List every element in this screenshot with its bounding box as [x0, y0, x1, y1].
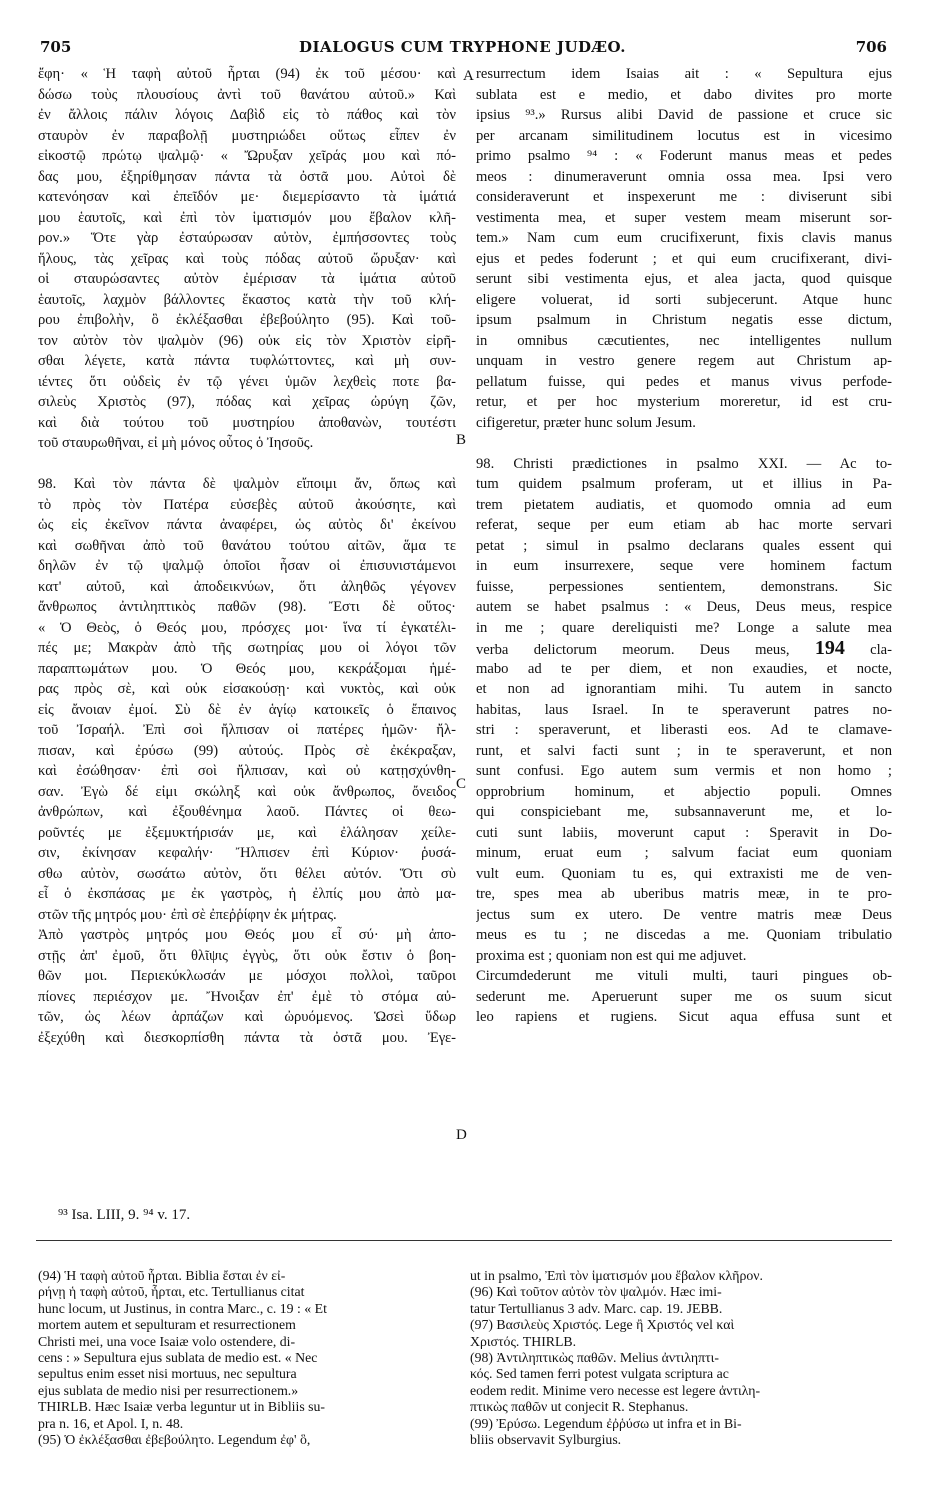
greek-text-line: δώσω τοὺς πλουσίους ἀντὶ τοῦ θανάτου αὐτοῦ.» Καὶ — [38, 86, 456, 103]
latin-text-line: leo rapiens et rugiens. Sicut aqua effusa sunt et — [476, 1009, 892, 1025]
greek-text-line: εἰς ἄνοιαν ἐμοί. Σὺ δὲ ἐν ἁγίῳ κατοικεῖς ὁ ἔπαινος — [38, 701, 456, 718]
latin-text-line: eligere voluerat, id sorti subjecerunt. Atque hunc — [476, 291, 892, 308]
latin-text-line: mabo ad te per diem, et non exaudies, et nocte, — [476, 660, 892, 677]
latin-text-line: cuti sunt labiis, moverunt caput : Speravit in Do- — [476, 824, 892, 841]
latin-column — [476, 64, 892, 1028]
greek-text-line: ἑαυτοῖς, λαχμὸν βάλλοντες ἕκαστος κατὰ τὴν τοῦ κλή- — [38, 291, 456, 308]
page-number-right: 706 — [855, 38, 887, 56]
latin-text-line: trem pietatem audiatis, et quomodo omnia ad eum — [476, 496, 892, 513]
latin-text-line: tre, spes mea ab uberibus matris meæ, in te pro- — [476, 886, 892, 902]
greek-text-line: δας μου, ἐξηρίθμησαν πάντα τὰ ὀστᾶ μου. Αὐτοὶ δὲ — [38, 168, 456, 185]
scripture-references: ⁹³ Isa. LIII, 9. ⁹⁴ v. 17. — [58, 1207, 191, 1223]
latin-text-line: tum quidem psalmum proferam, ut et illius in Pa- — [476, 476, 892, 492]
greek-text-line: ἔφη· « Ἡ ταφὴ αὐτοῦ ἦρται (94) ἐκ τοῦ μέσου· καὶ — [38, 66, 456, 82]
latin-text-line: fuisse, perpessiones sentientem, demonstrans. Sic — [476, 578, 892, 595]
latin-text-line: 98. Christi prædictiones in psalmo XXI. — Ac to- — [476, 455, 892, 472]
section-marker-a: A — [463, 68, 474, 84]
latin-text-line: opprobrium hominum, et abjectio populi. Omnes — [476, 783, 892, 800]
latin-text-line: runt, et salvi facti sunt ; in te speraverunt, et non — [476, 742, 892, 759]
latin-text-line: ipsius ⁹³.» Rursus alibi David de passione et cruce sic — [476, 107, 892, 123]
greek-text-line: τοῦ Ἰσραήλ. Ἐπὶ σοὶ ἤλπισαν οἱ πατέρες ἡμῶν· ἤλ- — [38, 722, 456, 738]
footnote-line: ut in psalmo, Ἐπὶ τὸν ἱματισμόν μου ἔβαλον κλῆρον. — [470, 1268, 763, 1283]
greek-text-line: ροῦντές με ἐξεμυκτήρισάν με, καὶ ἐλάλησαν χείλε- — [38, 824, 456, 841]
page-number-left: 705 — [40, 38, 72, 56]
footnote-line: eodem redit. Minime vero necesse est legere ἀντιλη- — [470, 1382, 761, 1398]
latin-text-line: pellatum fuisse, qui pedes et manus vivus perfode- — [476, 373, 892, 390]
section-marker-b: B — [456, 432, 467, 448]
greek-text-line: τοῦ σταυρωθῆναι, εἰ μὴ μόνος οὗτος ὁ Ἰησοῦς. — [38, 435, 314, 451]
greek-text-line: τὸ πρὸς τὸν Πατέρα εὐσεβὲς αὐτοῦ ἀκούσητε, καὶ — [38, 496, 456, 513]
footnote-line: (96) Καὶ τοῦτον αὐτὸν τὸν ψαλμόν. Hæc imi- — [470, 1284, 722, 1300]
footnote-line: Christi mei, una voce Isaiæ volo ostendere, di- — [38, 1333, 296, 1349]
latin-text-line: minum, eruat eum ; salvum faciat eum quoniam — [476, 845, 892, 861]
greek-text-line: σαν. Ἐγὼ δέ εἰμι σκώληξ καὶ οὐκ ἄνθρωπος, ὄνειδος — [38, 783, 456, 800]
footnotes-right — [470, 1268, 890, 1448]
footnote-line: THIRLB. Hæc Isaiæ verba leguntur ut in Bibliis su- — [38, 1399, 326, 1415]
greek-text-line: στῇς ἀπ' ἐμοῦ, ὅτι θλῖψις ἐγγὺς, ὅτι οὐκ ἔστιν ὁ βοη- — [38, 947, 456, 964]
latin-text-line: cifigeretur, præter hunc solum Jesum. — [476, 414, 696, 431]
latin-text-line: ejus et pedes foderunt ; et qui eum crucifixerant, divi- — [476, 250, 892, 267]
greek-text-line: Ἀπὸ γαστρὸς μητρός μου Θεός μου εἶ σύ· μὴ ἀπο- — [38, 927, 456, 943]
footnote-line: ejus sublata de medio nisi per resurrectionem.» — [38, 1382, 299, 1398]
greek-text-line: ἥλους, τὰς χεῖρας καὶ τοὺς πόδας αὐτοῦ ὤρυξαν· καὶ — [38, 250, 456, 267]
greek-text-line: ὡς εἰς ἐκεῖνον πάντα ἀναφέρει, ὡς αὐτὸς δι' ἐκείνου — [38, 517, 456, 533]
greek-text-line: πίονες περιέσχον με. Ἤνοιξαν ἐπ' ἐμὲ τὸ στόμα αὐ- — [38, 988, 456, 1005]
greek-text-line: παραπτωμάτων μου. Ὁ Θεός μου, κεκράξομαι ἡμέ- — [38, 660, 456, 677]
latin-text-line: resurrectum idem Isaias ait : « Sepultura ejus — [476, 66, 892, 82]
greek-text-line: « Ὁ Θεὸς, ὁ Θεός μου, πρόσχες μοι· ἵνα τί ἐγκατέλι- — [38, 619, 456, 636]
greek-column — [38, 64, 456, 1048]
greek-text-line: εἰκοστῷ πρώτῳ ψαλμῷ· « Ὤρυξαν χεῖράς μου καὶ πό- — [38, 148, 456, 164]
section-marker-c: C — [456, 776, 467, 792]
footnote-divider — [36, 1240, 892, 1241]
footnote-line: mortem autem et sepulturam et resurrectionem — [38, 1317, 296, 1333]
greek-text-line: πισαν, καὶ ἐρύσω (99) αὐτούς. Πρὸς σὲ ἐκέκραξαν, — [38, 742, 456, 759]
greek-text-line: ἀνθρώπων, καὶ ἐξουθένημα λαοῦ. Πάντες οἱ θεω- — [38, 804, 456, 820]
latin-text-line: referat, seque per eum etiam ab hac morte servari — [476, 517, 892, 533]
latin-text-line: autem se habet psalmus : « Deus, Deus meus, respice — [476, 599, 892, 615]
latin-text-line: stri : speraverunt, et liberasti eos. Ad te clamave- — [476, 722, 892, 738]
latin-text-line: Circumdederunt me vituli multi, tauri pingues ob- — [476, 968, 892, 984]
latin-text-line: per arcanam similitudinem locutus est in vicesimo — [476, 127, 892, 144]
footnote-line: tatur Tertullianus 3 adv. Marc. cap. 19. JEBB. — [470, 1300, 723, 1316]
latin-text-line: serunt sibi vestimenta ejus, et alea jacta, quod quisque — [476, 271, 892, 287]
latin-text-line: primo psalmo ⁹⁴ : « Foderunt manus meas et pedes — [476, 148, 892, 164]
latin-text-line: sublata est e medio, et dabo divites pro morte — [476, 86, 892, 103]
greek-text-line: σιν, ἐκίνησαν κεφαλήν· Ἤλπισεν ἐπὶ Κύριον· ῥυσά- — [38, 845, 456, 861]
running-title: DIALOGUS CUM TRYPHONE JUDÆO. — [299, 38, 626, 56]
latin-text-line: in omnibus cæcutientes, nec intelligentes nullum — [476, 332, 892, 349]
latin-text-line: retur, et per hoc mysterium moreretur, id est cru- — [476, 394, 892, 410]
footnote-line: Χριστός. THIRLB. — [470, 1333, 577, 1349]
latin-text-line: proxima est ; quoniam non est qui me adjuvet. — [476, 947, 747, 964]
greek-text-line: καὶ ἐσώθησαν· ἐπὶ σοὶ ἤλπισαν, καὶ οὐ κατῃσχύνθη- — [38, 763, 456, 779]
greek-text-line: πές με; Μακρὰν ἀπὸ τῆς σωτηρίας μου οἱ λόγοι τῶν — [38, 640, 456, 656]
latin-text-line: ipsum psalmum in Christum negatis esse dictum, — [476, 312, 892, 328]
greek-text-line: σιλεὺς Χριστὸς (97), πόδας καὶ χεῖρας ὠρύγη ζῶν, — [38, 394, 456, 410]
greek-text-line: δηλῶν ἐν τῷ ψαλμῷ ὁποῖοι ἦσαν οἱ ἐπισυνιστάμενοι — [38, 558, 456, 574]
section-marker-d: D — [456, 1127, 467, 1143]
latin-text-line: unquam in vestro genere regem aut Christum ap- — [476, 353, 892, 369]
greek-text-line: σθω αὐτὸν, σωσάτω αὐτὸν, ὅτι θέλει αὐτόν. Ὅτι σὺ — [38, 865, 456, 882]
greek-text-line: 98. Καὶ τὸν πάντα δὲ ψαλμὸν εἴποιμι ἄν, ὅπως καὶ — [38, 476, 456, 492]
latin-text-line: habitas, laus Israel. In te speraverunt patres no- — [476, 701, 892, 718]
greek-text-line: ρον.» Ὅτε γὰρ ἐσταύρωσαν αὐτὸν, ἐμπήσσοντες τοὺς — [38, 230, 456, 246]
column-number: 194 — [814, 638, 845, 659]
greek-text-line — [38, 454, 456, 475]
latin-text-line: petat ; simul in psalmo declarans quales essent qui — [476, 537, 892, 554]
latin-text-line: sunt confusi. Ego autem sum vermis et non homo ; — [476, 763, 892, 779]
greek-text-line: ἐν ἄλλοις πάλιν λόγοις Δαβὶδ εἰς τὸ πάθος καὶ τὸν — [38, 107, 456, 123]
greek-text-line: τον αὐτὸν τὸν ψαλμὸν (96) οὐκ εἰς τὸν Χριστὸν εἰρῆ- — [38, 332, 456, 349]
greek-text-line: οἱ σταυρώσαντες αὐτὸν ἐμέρισαν τὰ ἱμάτια αὐτοῦ — [38, 271, 456, 287]
latin-text-line: vult eum. Quoniam tu es, qui extraxisti me de ven- — [476, 865, 892, 882]
latin-text-line: consideraverunt et inspexerunt me : diviserunt sibi — [476, 189, 892, 205]
greek-text-line: εἶ ὁ ἐκσπάσας με ἐκ γαστρὸς, ἡ ἐλπίς μου ἀπὸ μα- — [38, 886, 456, 902]
latin-text-line — [476, 433, 892, 454]
footnote-line: pra n. 16, et Apol. I, n. 48. — [38, 1415, 184, 1431]
greek-text-line: τῶν, ὡς λέων ἁρπάζων καὶ ὠρυόμενος. Ὡσεὶ ὕδωρ — [38, 1009, 456, 1025]
footnote-line: hunc locum, ut Justinus, in contra Marc., c. 19 : « Et — [38, 1300, 327, 1316]
footnote-line: sepultus enim esset nisi mortuus, nec sepultura — [38, 1366, 297, 1382]
footnotes-left — [38, 1268, 454, 1448]
latin-text-line: in eum insurrexere, seque vere hominem factum — [476, 558, 892, 574]
footnote-line: cens : » Sepultura ejus sublata de medio est. « Nec — [38, 1349, 318, 1365]
footnote-line: κός. Sed tamen ferri potest vulgata scriptura ac — [470, 1366, 729, 1382]
greek-text-line: σταυρὸν ἐν παραβολῇ μυστηριώδει οὕτως εἶπεν ἐν — [38, 127, 456, 144]
footnote-line: (94) Ἡ ταφὴ αὐτοῦ ἦρται. Biblia ἔσται ἐν εἰ- — [38, 1268, 286, 1283]
latin-text-line: jectus sum ex utero. De ventre matris meæ Deus — [476, 906, 892, 923]
latin-text-line: qui conspiciebant me, subsannaverunt me, et lo- — [476, 804, 892, 820]
greek-text-line: ἄνθρωπος ἀντιληπτικὸς παθῶν (98). Ἔστι δὲ οὕτος· — [38, 599, 456, 615]
greek-text-line: ἐξεχύθη καὶ διεσκορπίσθη πάντα τὰ ὀστᾶ μου. Ἐγε- — [38, 1029, 456, 1046]
footnote-line: (99) Ἐρύσω. Legendum ἐῤῥύσω ut infra et in Bi- — [470, 1415, 742, 1431]
greek-text-line: στῶν τῆς μητρός μου· ἐπὶ σὲ ἐπεῤῥίφην ἐκ μήτρας. — [38, 906, 337, 923]
greek-text-line: καὶ διὰ τούτου τοῦ μυστηρίου ἀποθανὼν, τουτέστι — [38, 414, 456, 431]
footnote-line: (98) Ἀντιληπτικὼς παθῶν. Melius ἀντιληπτι- — [470, 1349, 719, 1365]
greek-text-line: ρου ἐπιβολὴν, ὃ ἐκλέξασθαι ἐβεβούλητο (95). Καὶ τοῦ- — [38, 312, 456, 328]
greek-text-line: θῶν μοι. Περιεκύκλωσάν με μόσχοι πολλοὶ, ταῦροι — [38, 968, 456, 984]
footnote-line: πτικὼς παθῶν ut conjecit R. Stephanus. — [470, 1399, 689, 1415]
latin-text-line: in me ; quare dereliquisti me? Longe a salute mea — [476, 619, 892, 636]
footnote-line: (95) Ὁ ἐκλέξασθαι ἐβεβούλητο. Legendum ἐφ' ὃ, — [38, 1431, 311, 1447]
footnote-line: ρήνῃ ἡ ταφὴ αὐτοῦ, ἦρται, etc. Tertullianus citat — [38, 1284, 305, 1300]
latin-text-line: meos : dinumeraverunt omnia ossa mea. Ipsi vero — [476, 168, 892, 185]
greek-text-line: κατ' αὐτοῦ, καὶ ἀποδεικνύων, ὅτι ἀληθῶς γέγονεν — [38, 578, 456, 595]
footnote-line: (97) Βασιλεὺς Χριστός. Lege ἢ Χριστός vel καὶ — [470, 1317, 735, 1333]
footnote-line: bliis observavit Sylburgius. — [470, 1431, 622, 1447]
greek-text-line: κατενόησαν καὶ ἐπεῖδόν με· διεμερίσαντο τὰ ἱμάτιά — [38, 189, 456, 205]
latin-text-line: sederunt me. Aperuerunt super me os suum sicut — [476, 988, 892, 1005]
latin-text-line: tem.» Nam cum eum crucifixerunt, fixis clavis manus — [476, 230, 892, 246]
latin-text-line: vestimenta mea, et super vestem meam miserunt sor- — [476, 209, 892, 226]
greek-text-line: μου ἑαυτοῖς, καὶ ἐπὶ τὸν ἱματισμόν μου ἔβαλον κλῆ- — [38, 209, 456, 226]
latin-text-line: et non ad ignorantiam mihi. Tu autem in sancto — [476, 681, 892, 697]
greek-text-line: καὶ σωθῆναι ἀπὸ τοῦ θανάτου τούτου αἰτῶν, ἅμα τε — [38, 537, 456, 554]
latin-text-line: meus es tu ; ne discedas a me. Quoniam tribulatio — [476, 927, 892, 943]
latin-text-line: verba delictorum meorum. Deus meus, 194 cla- — [476, 638, 892, 659]
greek-text-line: ρας πρὸς σὲ, καὶ οὐκ εἰσακούσῃ· καὶ νυκτὸς, καὶ οὐκ — [38, 681, 456, 697]
greek-text-line: ιέντες ὅτι οὐδεὶς ἐν τῷ γένει ὑμῶν λεχθεὶς ποτε βα- — [38, 373, 456, 390]
greek-text-line: σθαι λέγετε, κατὰ πάντα τυφλώττοντες, καὶ μὴ συν- — [38, 353, 456, 369]
